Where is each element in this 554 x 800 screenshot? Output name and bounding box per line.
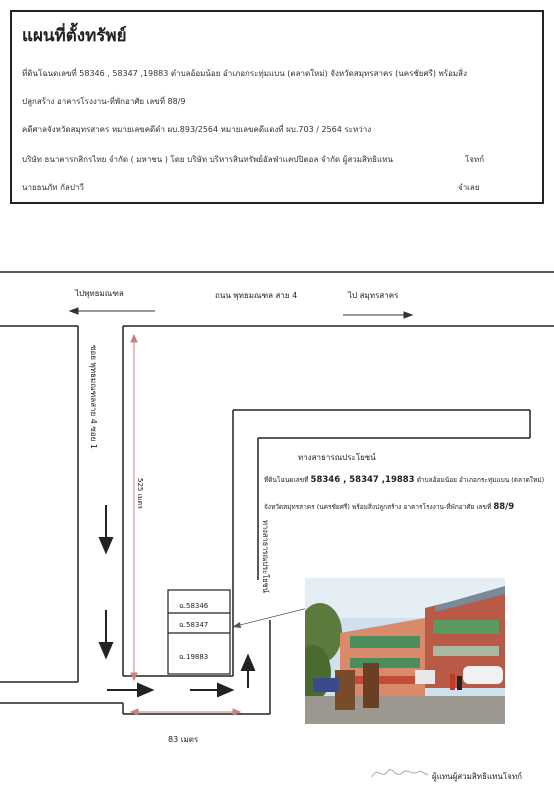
house-number: 88/9	[493, 502, 515, 512]
public-way-vertical-label: ทางสาธารณประโยชน์	[261, 520, 270, 593]
deed-label: ฉ.19883	[179, 653, 209, 661]
signature	[370, 763, 430, 786]
info-prefix-2: จังหวัดสมุทรสาคร (นครชัยศรี) พร้อมสิ่งปลูกสร้าง อาคารโรงงาน-ที่พักอาศัย เลขที่	[264, 503, 492, 511]
soi-name-label: ซอย พุทธมณฑลสาย 4 ซอย 1	[89, 345, 98, 449]
deed-numbers: 58346 , 58347 ,19883	[310, 475, 415, 485]
deed-label: ฉ.58347	[179, 621, 209, 629]
info-suffix: ตำบลอ้อมน้อย อำเภอกระทุ่มแบน (ตลาดใหม่)	[416, 476, 545, 484]
defendant-line: นายธนภัท กัลปาวี	[22, 183, 84, 192]
property-description-line: ที่ดินโฉนดเลขที่ 58346 , 58347 ,19883 ตำบลอ้อมน้อย อำเภอกระทุ่มแบน (ตลาดใหม่) จังหวัดสมุทรสาคร (นครชัยศรี) พร้อมสิ่ง	[22, 69, 467, 78]
property-info-line-2	[264, 502, 514, 512]
page-title: แผนที่ตั้งทรัพย์	[22, 26, 127, 46]
property-info-line-1	[264, 475, 544, 485]
plaintiff-role: โจทก์	[465, 155, 485, 164]
distance-horizontal-label: 83 เมตร	[168, 735, 199, 744]
deed-label: ฉ.58346	[179, 602, 209, 610]
defendant-role: จำเลย	[458, 183, 480, 192]
case-number-line: คดีศาลจังหวัดสมุทรสาคร หมายเลขคดีดำ ผบ.893/2564 หมายเลขคดีแดงที่ ผบ.703 / 2564 ระหว่าง	[22, 125, 372, 134]
property-description-line-2: ปลูกสร้าง อาคารโรงงาน-ที่พักอาศัย เลขที่ 88/9	[22, 97, 186, 106]
road-direction-right-label: ไป สมุทรสาคร	[348, 291, 399, 300]
plaintiff-line: บริษัท ธนาคารกสิกรไทย จำกัด ( มหาชน ) โดย บริษัท บริหารสินทรัพย์อัลฟ่าแคปปิตอล จำกัด ผู้สวมสิทธิแทน	[22, 155, 393, 164]
main-road-name: ถนน พุทธมณฑล สาย 4	[215, 291, 298, 300]
public-way-label: ทางสาธารณประโยชน์	[298, 453, 376, 462]
property-photo	[305, 578, 505, 724]
info-prefix: ที่ดินโฉนดเลขที่	[264, 476, 309, 484]
distance-vertical-label: 525 เมตร	[136, 478, 144, 509]
road-direction-left-label: ไปพุทธมณฑล	[75, 289, 124, 298]
signature-caption: ผู้แทนผู้สวมสิทธิแทนโจทก์	[432, 772, 522, 781]
